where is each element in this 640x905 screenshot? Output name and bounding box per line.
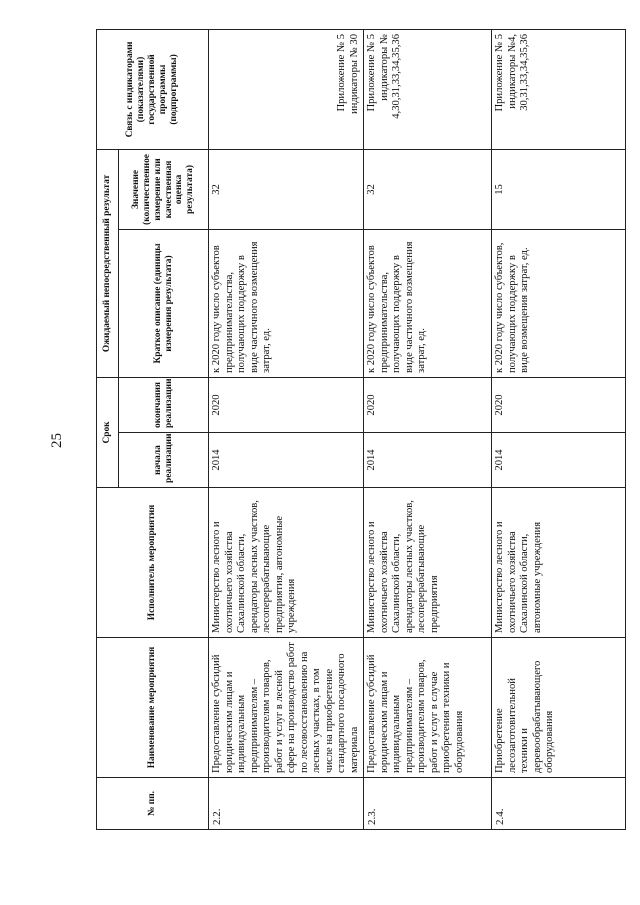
- end-year: 2020: [209, 377, 364, 432]
- indicator-link: Приложение № 5 индикаторы № 30: [209, 29, 364, 149]
- header-executor: Исполнитель мероприятия: [97, 488, 209, 638]
- header-desc: Краткое описание (единицы измерения результата): [119, 229, 209, 377]
- end-year: 2020: [364, 377, 492, 432]
- result-description: к 2020 году число субъектов, получающих поддержку в виде возмещения затрат, ед.: [492, 229, 626, 377]
- activity-executor: Министерство лесного и охотничьего хозяйства Сахалинской области, арендаторы лесных участков, лесоперерабатывающие предприятия: [364, 488, 492, 638]
- header-end: окончания реализации: [119, 377, 209, 432]
- row-number: 2.3.: [364, 778, 492, 830]
- header-expected: Ожидаемый непосредственный результат: [97, 149, 119, 377]
- activity-name: Приобретение лесозаготовительной техники и деревообрабатывающего оборудования: [492, 638, 626, 778]
- activities-table: [96, 29, 626, 830]
- result-description: к 2020 году число субъектов предпринимательства, получающих поддержку в виде частичного возмещения затрат, ед.: [364, 229, 492, 377]
- activity-executor: Министерство лесного и охотничьего хозяйства Сахалинской области, арендаторы лесных участков, лесоперерабатывающие предприятия, автономные учреждения: [209, 488, 364, 638]
- activity-name: Предоставление субсидий юридическим лицам и индивидуальным предпринимателям – производителям товаров, работ и услуг в лесной сфере на производство работ по лесовосстановлению на лесных участках, в том числе на приобретение стандартного посадочного материала: [209, 638, 364, 778]
- indicator-link: Приложение № 5 индикаторы №4, 30,31,33,34,35,36: [492, 29, 626, 149]
- start-year: 2014: [209, 433, 364, 488]
- result-description: к 2020 году число субъектов предпринимательства, получающих поддержку в виде частичного возмещения затрат, ед.: [209, 229, 364, 377]
- indicator-link: Приложение № 5 индикаторы № 4,30,31,33,34,35,36: [364, 29, 492, 149]
- table-row: [364, 29, 492, 829]
- activity-name: Предоставление субсидий юридическим лицам и индивидуальным предпринимателям – производителям товаров, работ и услуг в случае приобретения техники и оборудования: [364, 638, 492, 778]
- table-row: [209, 29, 364, 829]
- row-number: 2.2.: [209, 778, 364, 830]
- rotated-table-container: [96, 30, 606, 830]
- start-year: 2014: [364, 433, 492, 488]
- header-name: Наименование мероприятия: [97, 638, 209, 778]
- header-value: Значение (количественное измерение или качественная оценка результата): [119, 149, 209, 229]
- row-number: 2.4.: [492, 778, 626, 830]
- result-value: 32: [364, 149, 492, 229]
- activity-executor: Министерство лесного и охотничьего хозяйства Сахалинской области, автономные учреждения: [492, 488, 626, 638]
- header-link: Связь с индикаторами (показателями) государственной программы (подпрограммы): [97, 29, 209, 149]
- result-value: 15: [492, 149, 626, 229]
- header-term: Срок: [97, 377, 119, 487]
- result-value: 32: [209, 149, 364, 229]
- header-no: № пп.: [97, 778, 209, 830]
- end-year: 2020: [492, 377, 626, 432]
- header-start: начала реализации: [119, 433, 209, 488]
- table-row: [492, 29, 626, 829]
- page-number: 25: [49, 433, 65, 448]
- start-year: 2014: [492, 433, 626, 488]
